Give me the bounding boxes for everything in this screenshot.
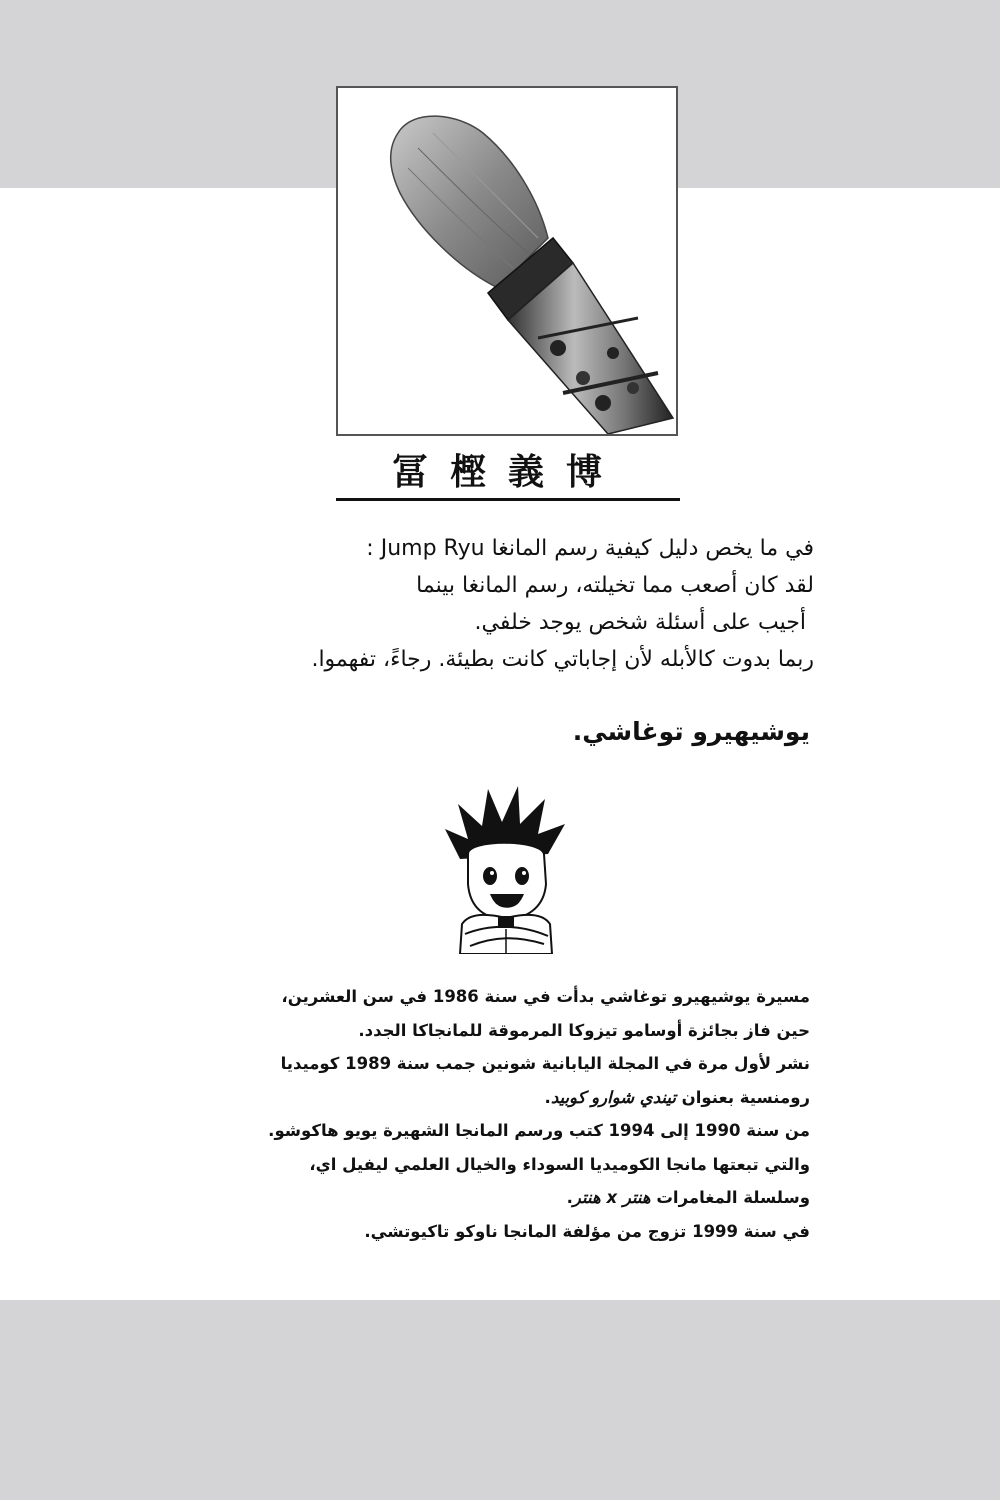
bio-text: من سنة 1990 إلى 1994 كتب ورسم المانجا الشهيرة	[377, 1121, 810, 1140]
work-title: تيندي شوارو كوبيد	[550, 1087, 676, 1107]
bio-line	[170, 1181, 810, 1215]
magazine-title: شونين جمب	[435, 1054, 537, 1073]
gon-portrait-icon	[440, 784, 570, 954]
bio-text: .	[566, 1188, 573, 1207]
bio-line	[170, 1114, 810, 1148]
bio-text: .	[268, 1121, 275, 1140]
bio-line: في سنة 1999 تزوج من مؤلفة المانجا ناوكو تاكيوتشي.	[364, 1221, 810, 1241]
work-title: يويو هاكوشو	[274, 1121, 378, 1140]
work-title: هنتر x هنتر	[572, 1188, 651, 1207]
bio-text: نشر لأول مرة في المجلة اليابانية	[536, 1054, 810, 1073]
author-message	[194, 530, 814, 678]
author-name-kanji: 冨樫義博	[391, 451, 624, 493]
bottom-gray-band	[0, 1300, 1000, 1500]
message-line: أجيب على أسئلة شخص يوجد خلفي.	[474, 610, 806, 635]
bio-line: والتي تبعتها مانجا الكوميديا السوداء والخيال العلمي ليفيل اي،	[309, 1154, 810, 1174]
bio-line: مسيرة يوشيهيرو توغاشي بدأت في سنة 1986 في سن العشرين،	[281, 987, 810, 1006]
author-illustration-frame	[336, 86, 678, 436]
bio-line: حين فاز بجائزة أوسامو تيزوكا المرموقة للمانجاكا الجدد.	[358, 1020, 810, 1040]
bio-line	[170, 1047, 810, 1081]
bio-line	[170, 1081, 810, 1115]
message-line: لقد كان أصعب مما تخيلته، رسم المانغا بينما	[416, 573, 814, 598]
paintbrush-icon	[338, 88, 676, 434]
bio-text: سنة 1989 كوميديا	[280, 1054, 436, 1073]
bio-text: رومنسية بعنوان	[675, 1087, 810, 1107]
bio-text: وسلسلة المغامرات	[650, 1188, 810, 1207]
author-signature: يوشيهيرو توغاشي.	[572, 717, 810, 746]
message-line: ربما بدوت كالأبله لأن إجاباتي كانت بطيئة. رجاءً، تفهموا.	[311, 647, 814, 672]
bio-text: .	[544, 1087, 551, 1107]
message-line: في ما يخص دليل كيفية رسم المانغا Jump Ryu :	[366, 536, 814, 561]
author-biography	[170, 980, 810, 1248]
name-underline	[336, 498, 680, 501]
